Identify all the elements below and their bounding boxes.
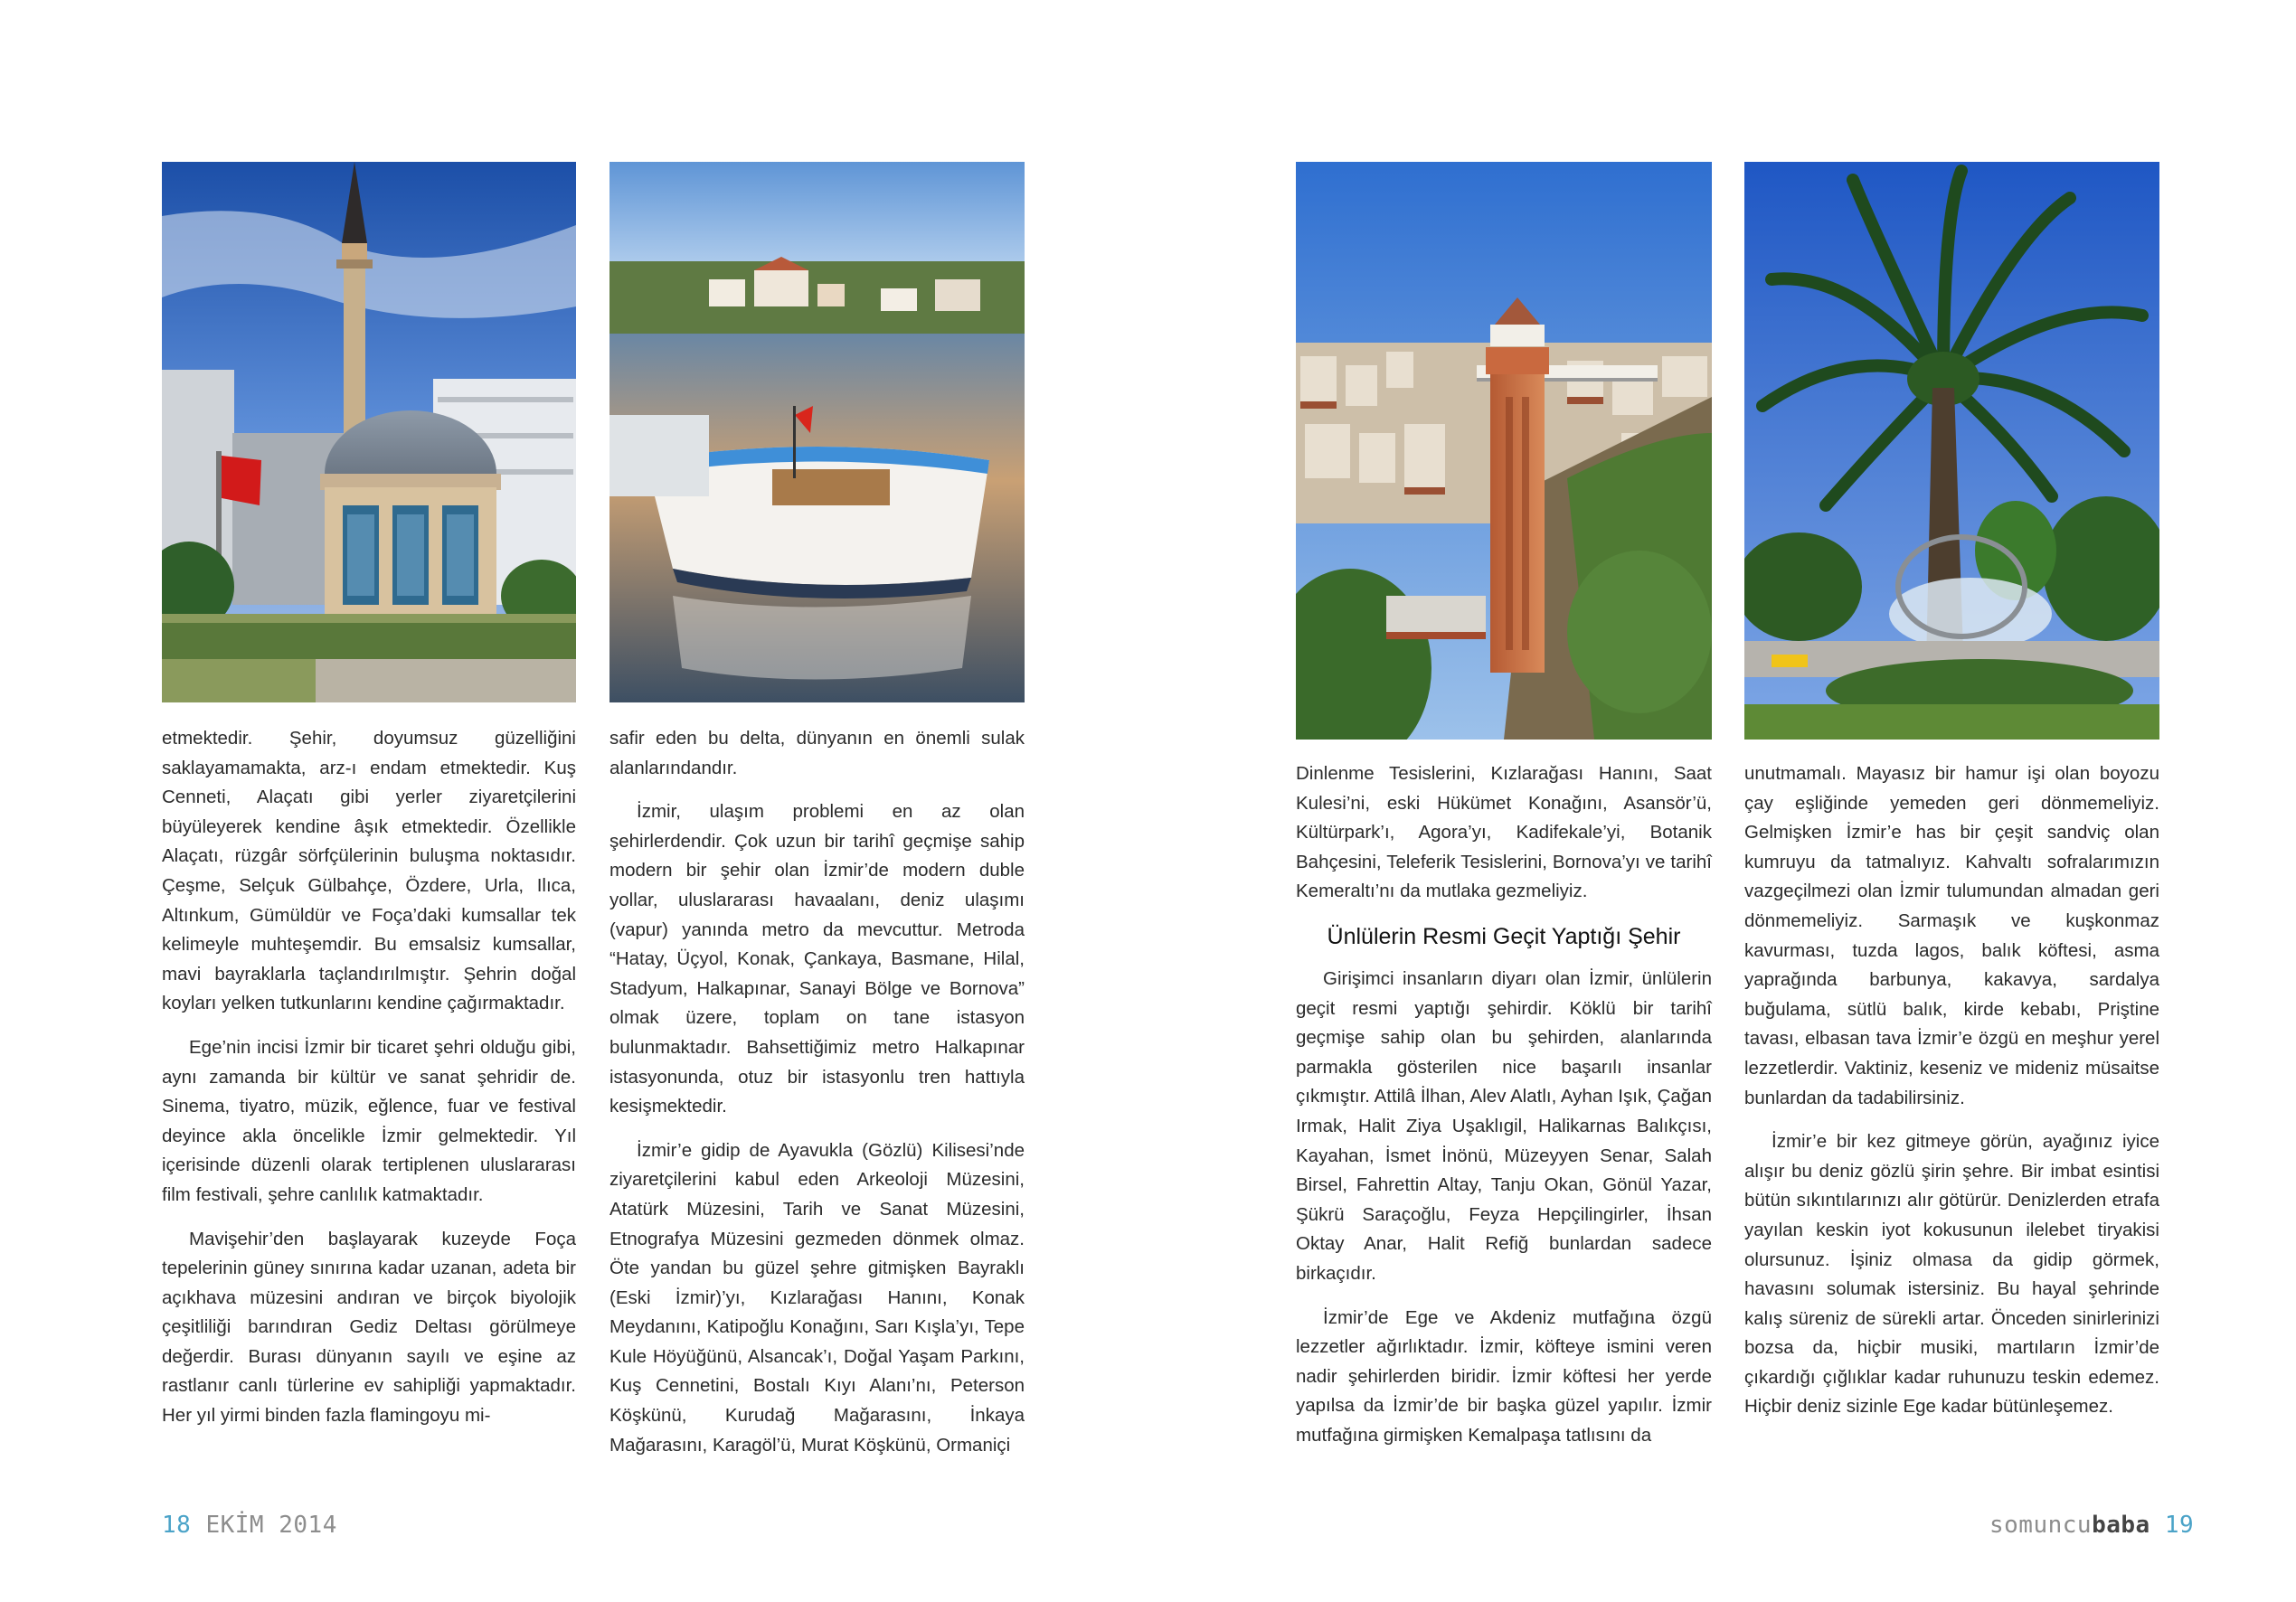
boat-harbour-photo [609,162,1025,702]
right-folio [1989,1512,2194,1539]
paragraph: Dinlenme Tesislerini, Kızlarağası Hanını, Saat Kulesi’ni, eski Hükümet Konağını, Asansör’ü, Kültürpark’ı, Agora’yı, Kadifekale’yi, Botanik Bahçesini, Teleferik Tesislerini, Bornova’yı ve tarihî Kemeraltı’nı da mutlaka gezmeliyiz. [1296,763,1712,902]
brand-name-light: somuncu [1989,1512,2093,1539]
right-column-2 [1744,759,2159,1437]
left-column-2 [609,724,1025,1475]
mosque-photo [162,162,576,702]
page-number: 19 [2164,1512,2195,1539]
left-column-1 [162,724,576,1446]
paragraph: İzmir’e gidip de Ayavukla (Gözlü) Kilisesi’nde ziyaretçilerini kabul eden Arkeoloji Müzesini, Atatürk Müzesini, Tarih ve Sanat Müzesini, Etnografya Müzesini gezmeden dönmek olmaz. Öte yandan bu güzel şehre gitmişken Bayraklı (Eski İzmir)’yı, Kızlarağası Hanını, Konak Meydanını, Katipoğlu Konağını, Sarı Kışla’yı, Tepe Kule Höyüğünü, Alsancak’ı, Doğal Yaşam Parkını, Kuş Cennetini, Bostalı Kıyı Alanı’nı, Peterson Köşkünü, Kurudağ Mağarasını, İnkaya Mağarasını, Karagöl’ü, Murat Köşkünü, Ormaniçi [609,1139,1025,1456]
right-column-1 [1296,759,1712,1465]
left-folio [162,1512,337,1539]
page-number: 18 [162,1512,192,1539]
paragraph: İzmir’e bir kez gitmeye görün, ayağınız iyice alışır bu deniz gözlü şirin şehre. Bir imbat esintisi bütün sıkıntılarınızı alır götürür. Denizlerden etrafa yayılan keskin iyot kokusunun ilelebet tiryakisi olursunuz. İşiniz olmasa da gidip görmek, havasını solumak istersiniz. Bu hayal şehrinde kalış süreniz de sürekli artar. Önceden sinirlerinizi bozsa da, hiçbir musiki, martıların İzmir’de çıkardığı çığlıklar kadar ruhunuzu teskin edemez. Hiçbir deniz sizinle Ege kadar bütünleşemez. [1744,1131,2159,1418]
paragraph: Ege’nin incisi İzmir bir ticaret şehri olduğu gibi, aynı zamanda bir kültür ve sanat şehridir de. Sinema, tiyatro, müzik, eğlence, fuar ve festival deyince akla öncelikle İzmir gelmektedir. Yıl içerisinde düzenli olarak tertiplenen uluslararası film festivali, şehre canlılık katmaktadır. [162,1036,576,1205]
issue-date: EKİM 2014 [205,1512,337,1539]
paragraph: Mavişehir’den başlayarak kuzeyde Foça tepelerinin güney sınırına kadar uzanan, adeta bir açıkhava müzesini andıran ve birçok biyolojik çeşitliliği barındıran Gediz Deltası görülmeye değerdir. Burası dünyanın sayılı ve eşine az rastlanır canlı türlerine ev sahipliği yapmaktadır. Her yıl yirmi binden fazla flamingoyu mi- [162,1228,576,1427]
palm-tree-photo [1744,162,2159,740]
paragraph: safir eden bu delta, dünyanın en önemli sulak alanlarındandır. [609,728,1025,778]
elevator-tower-photo [1296,162,1712,740]
section-heading: Ünlülerin Resmi Geçit Yaptığı Şehir [1327,923,1681,949]
paragraph: İzmir, ulaşım problemi en az olan şehirlerdendir. Çok uzun bir tarihî geçmişe sahip modern bir şehir olan İzmir’de modern duble yollar, uluslararası havaalanı, deniz ulaşımı (vapur) yanında metro da mevcuttur. Metroda “Hatay, Üçyol, Konak, Çankaya, Basmane, Hilal, Stadyum, Halkapınar, Sanayi Bölge ve Bornova” olmak üzere, toplam on tane istasyon bulunmaktadır. Bahsettiğimiz metro Halkapınar istasyonunda, otuz bir istasyonlu tren hattıyla kesişmektedir. [609,801,1025,1117]
right-page [1148,0,2296,1602]
paragraph: Girişimci insanların diyarı olan İzmir, ünlülerin geçit resmi yaptığı şehirdir. Köklü bir tarihî geçmişe sahip olan bu şehirden, alanlarında parmakla gösterilen nice başarılı insanlar çıkmıştır. Attilâ İlhan, Alev Alatlı, Ayhan Işık, Çağan Irmak, Halit Ziya Uşaklıgil, Halikarnas Balıkçısı, Kayahan, İsmet İnönü, Müzeyyen Senar, Salah Birsel, Fahrettin Altay, Tanju Okan, Gönül Yazar, Şükrü Saraçoğlu, Feyza Hepçilingirler, İhsan Oktay Anar, Halit Refiğ bunlardan sadece birkaçıdır. [1296,967,1712,1284]
brand-name-bold: baba [2092,1512,2150,1539]
paragraph: etmektedir. Şehir, doyumsuz güzelliğini saklayamamakta, arz-ı endam etmektedir. Kuş Cenneti, Alaçatı gibi yerler ziyaretçilerini büyüleyerek kendine âşık etmektedir. Özellikle Alaçatı, rüzgâr sörfçülerinin buluşma noktasıdır. Çeşme, Selçuk Gülbahçe, Özdere, Urla, Ilıca, Altınkum, Gümüldür ve Foça’daki kumsallar tek kelimeyle muhteşemdir. Bu emsalsiz kumsallar, mavi bayraklarla taçlandırılmıştır. Şehrin doğal koyları yelken tutkunlarını kendine çağırmaktadır. [162,728,576,1014]
paragraph: İzmir’de Ege ve Akdeniz mutfağına özgü lezzetler ağırlıktadır. İzmir, köfteye ismini veren nadir şehirlerden biridir. İzmir köftesi her yerde yapılsa da İzmir’de bir başka güzel yapılır. İzmir mutfağına girmişken Kemalpaşa tatlısını da [1296,1306,1712,1446]
paragraph: unutmamalı. Mayasız bir hamur işi olan boyozu çay eşliğinde yemeden geri dönmemeliyiz. Gelmişken İzmir’e has bir çeşit sandviç olan kumruyu da tatmalıyız. Kahvaltı sofralarımızın vazgeçilmezi olan İzmir tulumundan almadan geri dönmemeliyiz. Sarmaşık ve kuşkonmaz kavurması, tuzda lagos, balık köftesi, asma yaprağında barbunya, kakavya, sardalya buğulama, sütlü balık, kirde kebabı, Priştine tavası, elbasan tava İzmir’e özgü en meşhur yerel lezzetlerdir. Vaktiniz, keseniz ve mideniz müsaitse bunlardan da tadabilirsiniz. [1744,763,2159,1108]
